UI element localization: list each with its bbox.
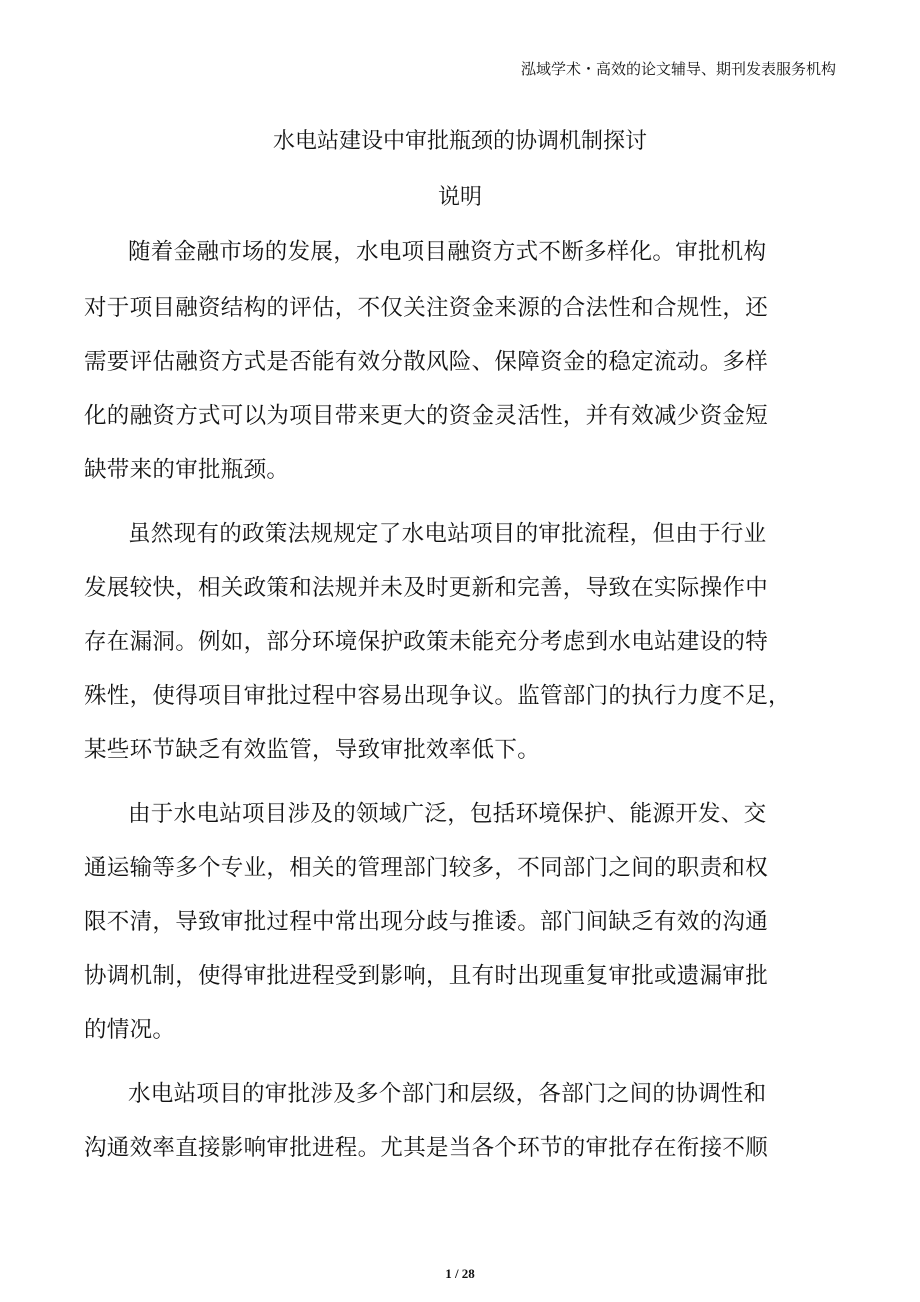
text-line: 沟通效率直接影响审批进程。尤其是当各个环节的审批存在衔接不顺	[84, 1135, 769, 1161]
text-line: 通运输等多个专业，相关的管理部门较多，不同部门之间的职责和权	[84, 855, 769, 881]
text-line: 对于项目融资结构的评估，不仅关注资金来源的合法性和合规性，还	[84, 295, 769, 321]
text-line: 由于水电站项目涉及的领域广泛，包括环境保护、能源开发、交	[128, 801, 767, 827]
text-line: 需要评估融资方式是否能有效分散风险、保障资金的稳定流动。多样	[84, 349, 769, 375]
document-title: 水电站建设中审批瓶颈的协调机制探讨	[272, 129, 647, 154]
text-line: 某些环节缺乏有效监管，导致审批效率低下。	[84, 737, 541, 763]
text-line: 虽然现有的政策法规规定了水电站项目的审批流程，但由于行业	[128, 521, 767, 547]
text-line: 存在漏洞。例如，部分环境保护政策未能充分考虑到水电站建设的特	[84, 629, 769, 655]
text-line: 限不清，导致审批过程中常出现分歧与推诿。部门间缺乏有效的沟通	[84, 909, 769, 935]
text-line: 缺带来的审批瓶颈。	[84, 457, 290, 483]
page-number: 1 / 28	[445, 1266, 475, 1281]
page-header: 泓域学术・高效的论文辅导、期刊发表服务机构	[520, 60, 836, 78]
text-line: 水电站项目的审批涉及多个部门和层级，各部门之间的协调性和	[128, 1081, 767, 1107]
text-line: 殊性，使得项目审批过程中容易出现争议。监管部门的执行力度不足，	[84, 683, 791, 709]
text-line: 随着金融市场的发展，水电项目融资方式不断多样化。审批机构	[128, 239, 767, 265]
section-heading: 说明	[437, 185, 482, 210]
text-line: 的情况。	[84, 1017, 176, 1043]
text-line: 协调机制，使得审批进程受到影响，且有时出现重复审批或遗漏审批	[84, 963, 769, 989]
text-line: 化的融资方式可以为项目带来更大的资金灵活性，并有效减少资金短	[84, 403, 769, 429]
text-line: 发展较快，相关政策和法规并未及时更新和完善，导致在实际操作中	[84, 575, 769, 601]
